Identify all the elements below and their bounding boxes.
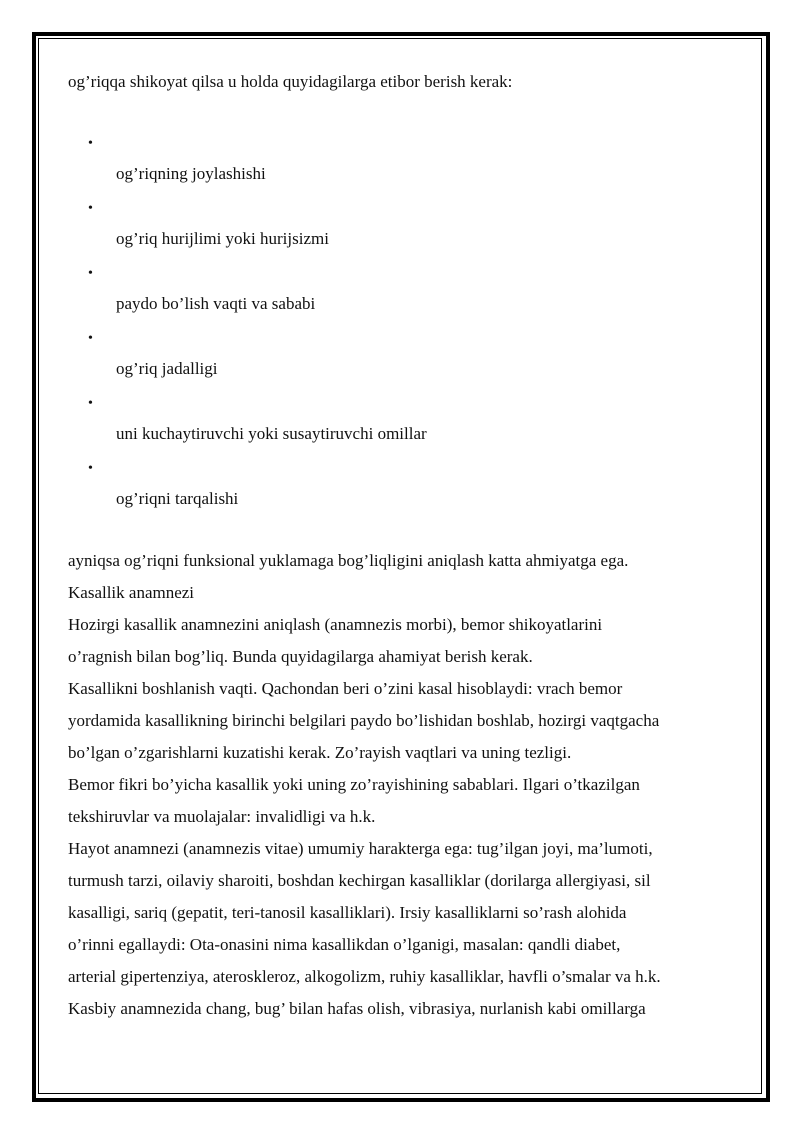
bullet-list (68, 128, 738, 518)
text-line: tekshiruvlar va muolajalar: invalidligi va h.k. (68, 807, 376, 826)
text-line: Hozirgi kasallik anamnezini aniqlash (anamnezis morbi), bemor shikoyatlarini (68, 615, 603, 634)
bullet-icon: • (88, 266, 93, 281)
text-line: ayniqsa og’riqni funksional yuklamaga bog’liqligini aniqlash katta ahmiyatga ega. (68, 551, 629, 570)
text-line: bo’lgan o’zgarishlarni kuzatishi kerak. Zo’rayish vaqtlari va uning tezligi. (68, 743, 572, 762)
bullet-icon: • (88, 461, 93, 476)
bullet-icon: • (88, 136, 93, 151)
bullet-icon: • (88, 396, 93, 411)
document-body (68, 66, 738, 1025)
list-item-text: paydo bo’lish vaqti va sababi (116, 294, 316, 313)
list-item (68, 453, 738, 518)
body-text (68, 545, 738, 1025)
list-item (68, 323, 738, 388)
bullet-icon: • (88, 201, 93, 216)
section-heading: Kasallik anamnezi (68, 583, 195, 602)
text-line: o’rinni egallaydi: Ota-onasini nima kasallikdan o’lganigi, masalan: qandli diabet, (68, 935, 621, 954)
list-item (68, 128, 738, 193)
text-line: turmush tarzi, oilaviy sharoiti, boshdan kechirgan kasalliklar (dorilarga allergiyasi, sil (68, 871, 651, 890)
text-line: arterial gipertenziya, ateroskleroz, alkogolizm, ruhiy kasalliklar, havfli o’smalar va h.k. (68, 967, 661, 986)
list-item-text: og’riq jadalligi (116, 359, 218, 378)
text-line: Hayot anamnezi (anamnezis vitae) umumiy harakterga ega: tug’ilgan joyi, ma’lumoti, (68, 839, 653, 858)
text-line: o’ragnish bilan bog’liq. Bunda quyidagilarga ahamiyat berish kerak. (68, 647, 533, 666)
text-line: Bemor fikri bo’yicha kasallik yoki uning zo’rayishining sabablari. Ilgari o’tkazilgan (68, 775, 640, 794)
intro-paragraph: og’riqqa shikoyat qilsa u holda quyidagilarga etibor berish kerak: (68, 72, 513, 91)
text-line: Kasallikni boshlanish vaqti. Qachondan beri o’zini kasal hisoblaydi: vrach bemor (68, 679, 623, 698)
text-line: yordamida kasallikning birinchi belgilari paydo bo’lishidan boshlab, hozirgi vaqtgacha (68, 711, 660, 730)
list-item (68, 258, 738, 323)
bullet-icon: • (88, 331, 93, 346)
text-line: Kasbiy anamnezida chang, bug’ bilan hafas olish, vibrasiya, nurlanish kabi omillarga (68, 999, 646, 1018)
list-item (68, 388, 738, 453)
list-item-text: og’riqning joylashishi (116, 164, 266, 183)
list-item-text: og’riqni tarqalishi (116, 489, 239, 508)
list-item-text: og’riq hurijlimi yoki hurijsizmi (116, 229, 329, 248)
text-line: kasalligi, sariq (gepatit, teri-tanosil kasalliklari). Irsiy kasalliklarni so’rash alohida (68, 903, 627, 922)
list-item (68, 193, 738, 258)
list-item-text: uni kuchaytiruvchi yoki susaytiruvchi omillar (116, 424, 427, 443)
